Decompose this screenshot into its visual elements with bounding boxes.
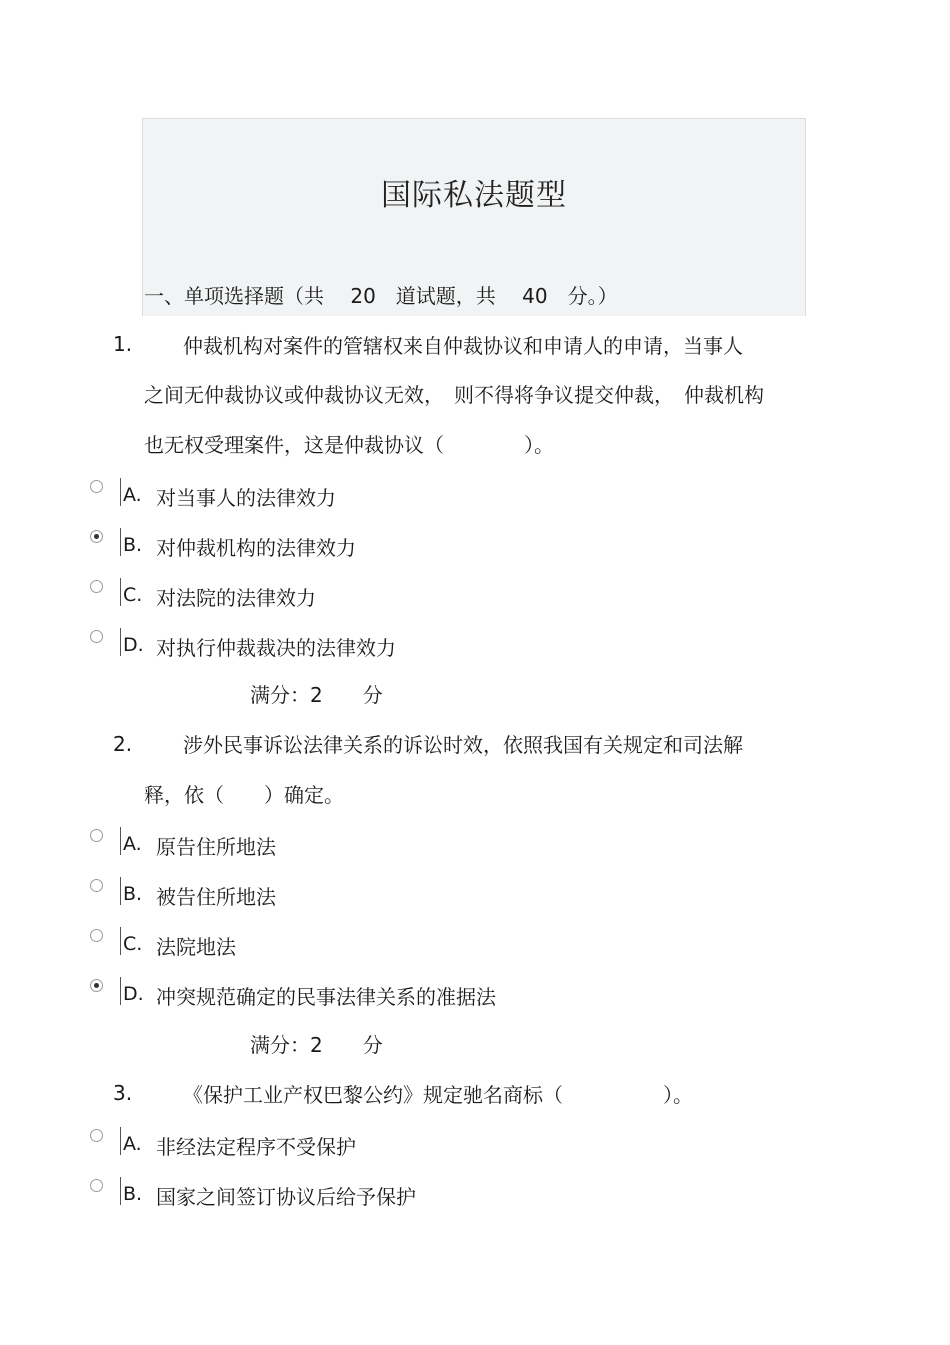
option-letter: C. [123,584,143,606]
option-text: 对仲裁机构的法律效力 [156,536,356,560]
option-letter: A. [123,1133,142,1155]
question-number: 3. [113,1081,133,1105]
question-text-line: 涉外民事诉讼法律关系的诉讼时效，依照我国有关规定和司法解 [183,733,743,757]
option-text: 对执行仲裁裁决的法律效力 [156,636,396,660]
option-divider [120,528,121,556]
radio-button[interactable] [90,829,103,842]
radio-button[interactable] [90,580,103,593]
option-letter: A. [123,833,142,855]
question-text-line: 仲裁机构对案件的管辖权来自仲裁协议和申请人的申请，当事人 [183,334,743,358]
score-label: 满分： [250,683,310,707]
option-text: 被告住所地法 [156,885,276,909]
question-text-line: 《保护工业产权巴黎公约》规定驰名商标（ ）。 [183,1083,693,1107]
option-letter: D. [123,983,144,1005]
option-text: 法院地法 [156,935,236,959]
option-letter: A. [123,484,142,506]
option-text: 冲突规范确定的民事法律关系的准据法 [156,985,496,1009]
section-title: 一、单项选择题（共 20 道试题，共 40 分。） [144,284,618,308]
score-unit: 分 [362,1033,383,1057]
score-label: 满分： [250,1033,310,1057]
score-value: 2 [310,683,323,707]
question-text-line: 之间无仲裁协议或仲裁协议无效， 则不得将争议提交仲裁， 仲裁机构 [144,383,764,407]
radio-button[interactable] [90,1179,103,1192]
option-divider [120,877,121,905]
option-text: 对法院的法律效力 [156,586,316,610]
question-number: 2. [113,732,133,756]
option-letter: B. [123,534,143,556]
option-letter: B. [123,1183,143,1205]
option-divider [120,628,121,656]
page-title: 国际私法题型 [381,178,567,213]
option-text: 原告住所地法 [156,835,276,859]
score-value: 2 [310,1033,323,1057]
option-divider [120,1127,121,1155]
radio-button-checked[interactable] [90,979,103,992]
option-divider [120,1177,121,1205]
radio-button[interactable] [90,630,103,643]
radio-button[interactable] [90,1129,103,1142]
option-letter: C. [123,933,143,955]
radio-button[interactable] [90,929,103,942]
score-unit: 分 [362,683,383,707]
option-divider [120,977,121,1005]
option-text: 对当事人的法律效力 [156,486,336,510]
score-line [250,679,383,708]
score-line [250,1029,383,1058]
option-divider [120,827,121,855]
question-number: 1. [113,332,133,356]
option-letter: B. [123,883,143,905]
radio-button-checked[interactable] [90,530,103,543]
option-text: 国家之间签订协议后给予保护 [156,1185,416,1209]
question-text-line: 也无权受理案件，这是仲裁协议（ ）。 [144,433,554,457]
option-divider [120,927,121,955]
option-divider [120,478,121,506]
option-text: 非经法定程序不受保护 [156,1135,356,1159]
radio-button[interactable] [90,879,103,892]
question-text-line: 释，依（ ）确定。 [144,783,344,807]
option-divider [120,578,121,606]
radio-button[interactable] [90,480,103,493]
option-letter: D. [123,634,144,656]
